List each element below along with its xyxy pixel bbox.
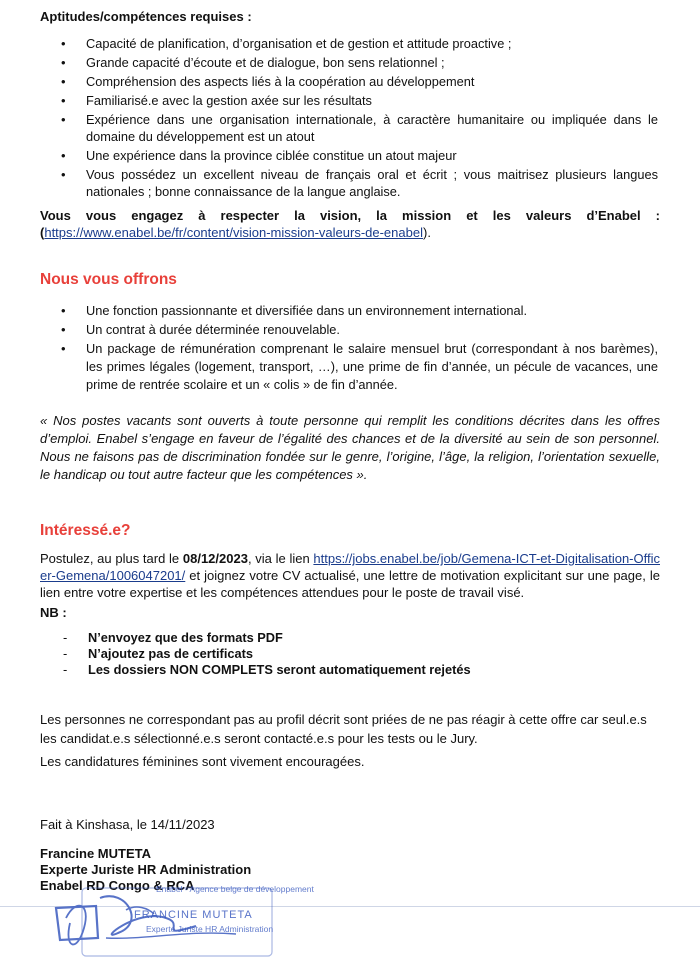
deadline-date: 08/12/2023 [182,551,248,566]
offer-list [86,302,658,396]
list-item: - Les dossiers NON COMPLETS seront automatiquement rejetés [88,662,648,678]
list-item: • Un contrat à durée déterminée renouvelable. [86,321,658,338]
profile-note: Les personnes ne correspondant pas au profil décrit sont priées de ne pas réagir à cette offre car seul.e.s les candidat.e.s sélectionné.e.s seront contacté.e.s pour les tests ou le Jury. [40,712,647,746]
aptitudes-list [86,35,658,202]
stamp-role-text: Experte Juriste HR Administration [146,924,274,934]
list-item: - N’envoyez que des formats PDF [88,630,648,646]
stamp-agency-text: Enabel - Agence belge de développement [156,884,314,894]
official-stamp [36,878,314,969]
signatory-role: Experte Juriste HR Administration [40,862,252,877]
list-item: • Vous possédez un excellent niveau de français oral et écrit ; vous maitrisez plusieurs langues nationales ; bonne connaissance de la langue anglaise. [86,166,658,200]
nb-list [88,630,648,678]
interested-heading: Intéressé.e? [40,522,131,539]
list-item: • Compréhension des aspects liés à la coopération au développement [86,73,658,90]
apply-text-start: Postulez, au plus tard le [40,551,183,566]
place-date: Fait à Kinshasa, le 14/11/2023 [40,817,215,832]
job-link[interactable]: https://jobs.enabel.be/job/Gemena-ICT-et-Digitalisation-Officer-Gemena/1006047201/ [40,551,660,583]
aptitudes-title: Aptitudes/compétences requises : [40,9,252,24]
list-item: • Grande capacité d’écoute et de dialogue, bon sens relationnel ; [86,54,658,71]
list-item: • Expérience dans une organisation internationale, à caractère humanitaire ou impliquée dans le domaine du développement est un atout [86,111,658,145]
apply-text-end: et joignez votre CV actualisé, une lettre de motivation explicitant sur une page, le lien entre votre expertise et les compétences attendues pour le poste de travail visé. [40,568,660,600]
female-encouraged-note: Les candidatures féminines sont vivement encouragées. [40,754,365,769]
apply-text-mid: , via le lien [247,551,314,566]
list-item: • Une expérience dans la province ciblée constitue un atout majeur [86,147,658,164]
values-link[interactable]: https://www.enabel.be/fr/content/vision-mission-valeurs-de-enabel [44,225,423,240]
stamp-name-text: FRANCINE MUTETA [134,909,253,921]
list-item: • Une fonction passionnante et diversifiée dans un environnement international. [86,302,658,319]
stamp-graphic [36,878,314,969]
list-item: • Capacité de planification, d’organisation et de gestion et attitude proactive ; [86,35,658,52]
engagement-paragraph [40,207,660,241]
list-item: - N’ajoutez pas de certificats [88,646,648,662]
signatory-name: Francine MUTETA [40,846,151,861]
engagement-text: Vous vous engagez à respecter la vision, la mission et les valeurs d’Enabel :( [40,208,660,240]
offer-heading: Nous vous offrons [40,271,177,288]
list-item: • Familiarisé.e avec la gestion axée sur les résultats [86,92,658,109]
engagement-end: ). [422,225,431,240]
diversity-statement: « Nos postes vacants sont ouverts à toute personne qui remplit les conditions décrites dans les offres d’emploi. Enabel s’engage en faveur de l’égalité des chances et de la diversité au sein de son personnel. Nous ne faisons pas de discrimination fondée sur le genre, l’origine, l’âge, la religion, l’orientation sexuelle, le handicap ou tout autre facteur que les compétences ». [40,413,660,482]
apply-paragraph [40,550,660,601]
list-item: • Un package de rémunération comprenant le salaire mensuel brut (correspondant à nos barèmes), les primes légales (logement, transport, …), une prime de fin d’année, un pécule de vacances, une prime de rentrée scolaire et un « colis » de fin d’année. [86,340,658,394]
nb-title: NB : [40,605,67,620]
signatory-org: Enabel RD Congo & RCA [40,878,195,893]
